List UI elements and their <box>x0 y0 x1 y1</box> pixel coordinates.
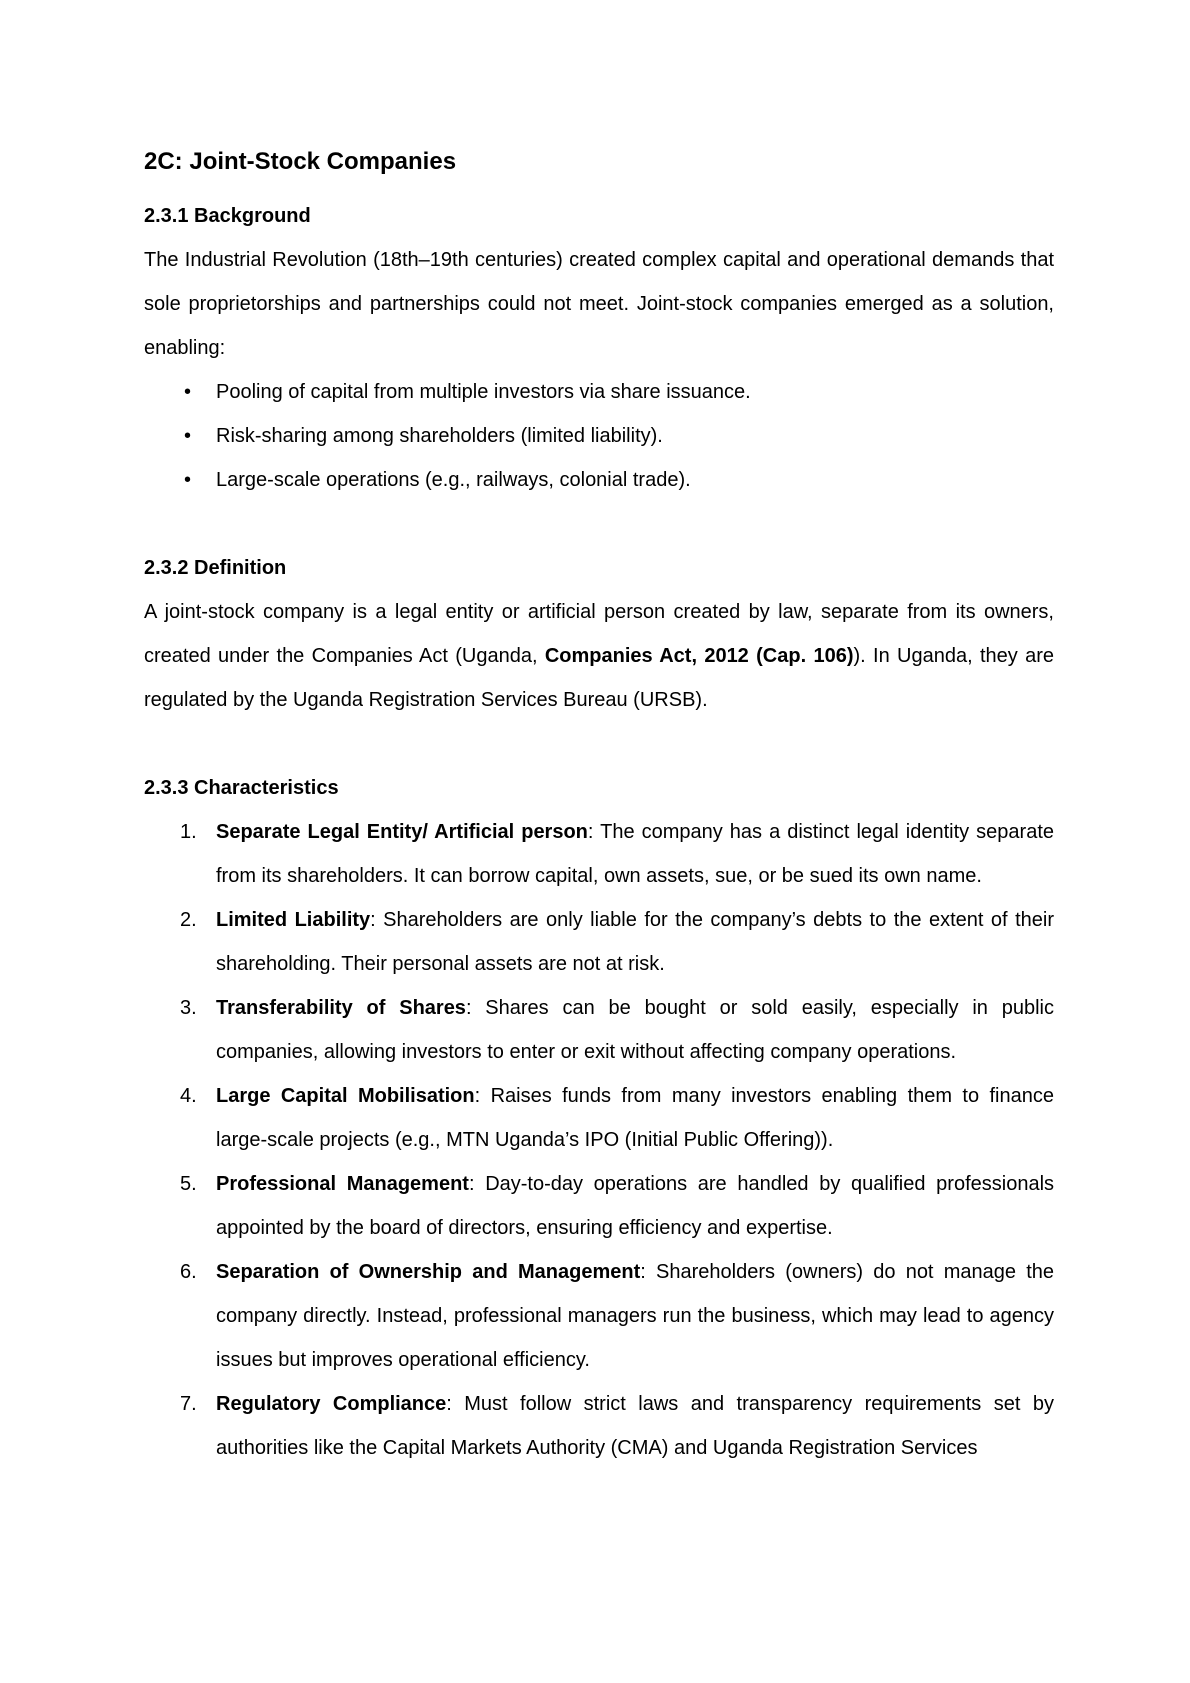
list-item <box>184 414 1054 458</box>
list-number: 3. <box>180 997 197 1019</box>
list-item <box>184 370 1054 414</box>
definition-act-citation: Companies Act, 2012 (Cap. 106) <box>544 645 854 667</box>
bullet-text: Large-scale operations (e.g., railways, colonial trade). <box>216 469 691 491</box>
characteristic-description: : Shareholders are only liable for the company’s debts to the extent of their shareholding. Their personal assets are not at risk. <box>216 909 1054 975</box>
list-item <box>180 1162 1054 1250</box>
characteristic-description: : Shareholders (owners) do not manage the company directly. Instead, professional managers run the business, which may lead to agency issues but improves operational efficiency. <box>216 1261 1055 1371</box>
characteristic-term: Limited Liability <box>216 909 371 931</box>
characteristic-description: : Raises funds from many investors enabling them to finance large-scale projects (e.g., MTN Uganda’s IPO (Initial Public Offering)). <box>216 1085 1054 1151</box>
characteristics-list <box>144 810 1054 1470</box>
definition-text-after: ). In Uganda, they are regulated by the Uganda Registration Services Bureau (URSB). <box>144 645 1054 711</box>
page-title: 2C: Joint-Stock Companies <box>144 148 457 175</box>
list-item <box>180 810 1054 898</box>
section-heading-background: 2.3.1 Background <box>144 205 311 227</box>
list-number: 1. <box>180 821 197 843</box>
characteristic-term: Large Capital Mobilisation <box>216 1085 475 1107</box>
characteristic-term: Regulatory Compliance <box>216 1393 447 1415</box>
list-item <box>180 898 1054 986</box>
section-heading-definition: 2.3.2 Definition <box>144 557 287 579</box>
background-intro: The Industrial Revolution (18th–19th centuries) created complex capital and operational demands that sole proprietorships and partnerships could not meet. Joint-stock companies emerged as a solution, enabling: <box>144 249 1054 359</box>
list-number: 7. <box>180 1393 197 1415</box>
list-number: 6. <box>180 1261 197 1283</box>
section-spacer <box>144 722 1054 766</box>
list-item <box>180 986 1054 1074</box>
list-number: 2. <box>180 909 197 931</box>
characteristic-term: Separate Legal Entity/ Artificial person <box>216 821 588 843</box>
bullet-icon: • <box>184 381 192 403</box>
characteristic-description: : The company has a distinct legal identity separate from its shareholders. It can borrow capital, own assets, sue, or be sued its own name. <box>216 821 1054 887</box>
section-heading-characteristics: 2.3.3 Characteristics <box>144 777 339 799</box>
list-number: 5. <box>180 1173 197 1195</box>
list-item <box>180 1250 1054 1382</box>
list-item <box>180 1074 1054 1162</box>
characteristic-description: : Shares can be bought or sold easily, especially in public companies, allowing investors to enter or exit without affecting company operations. <box>216 997 1054 1063</box>
bullet-icon: • <box>184 469 192 491</box>
list-number: 4. <box>180 1085 197 1107</box>
bullet-text: Risk-sharing among shareholders (limited liability). <box>216 425 663 447</box>
characteristic-term: Separation of Ownership and Management <box>216 1261 641 1283</box>
list-item <box>180 1382 1054 1470</box>
definition-paragraph <box>144 590 1054 722</box>
bullet-icon: • <box>184 425 192 447</box>
characteristic-term: Transferability of Shares <box>216 997 466 1019</box>
section-spacer <box>144 502 1054 546</box>
bullet-text: Pooling of capital from multiple investors via share issuance. <box>216 381 751 403</box>
characteristic-term: Professional Management <box>216 1173 469 1195</box>
characteristic-description: : Must follow strict laws and transparency requirements set by authorities like the Capital Markets Authority (CMA) and Uganda Registration Services <box>216 1393 1054 1459</box>
list-item <box>184 458 1054 502</box>
background-bullet-list <box>144 370 1054 502</box>
characteristic-description: : Day-to-day operations are handled by qualified professionals appointed by the board of directors, ensuring efficiency and expertise. <box>216 1173 1055 1239</box>
definition-text-before: A joint-stock company is a legal entity or artificial person created by law, separate from its owners, created under the Companies Act (Uganda, <box>144 601 1054 667</box>
